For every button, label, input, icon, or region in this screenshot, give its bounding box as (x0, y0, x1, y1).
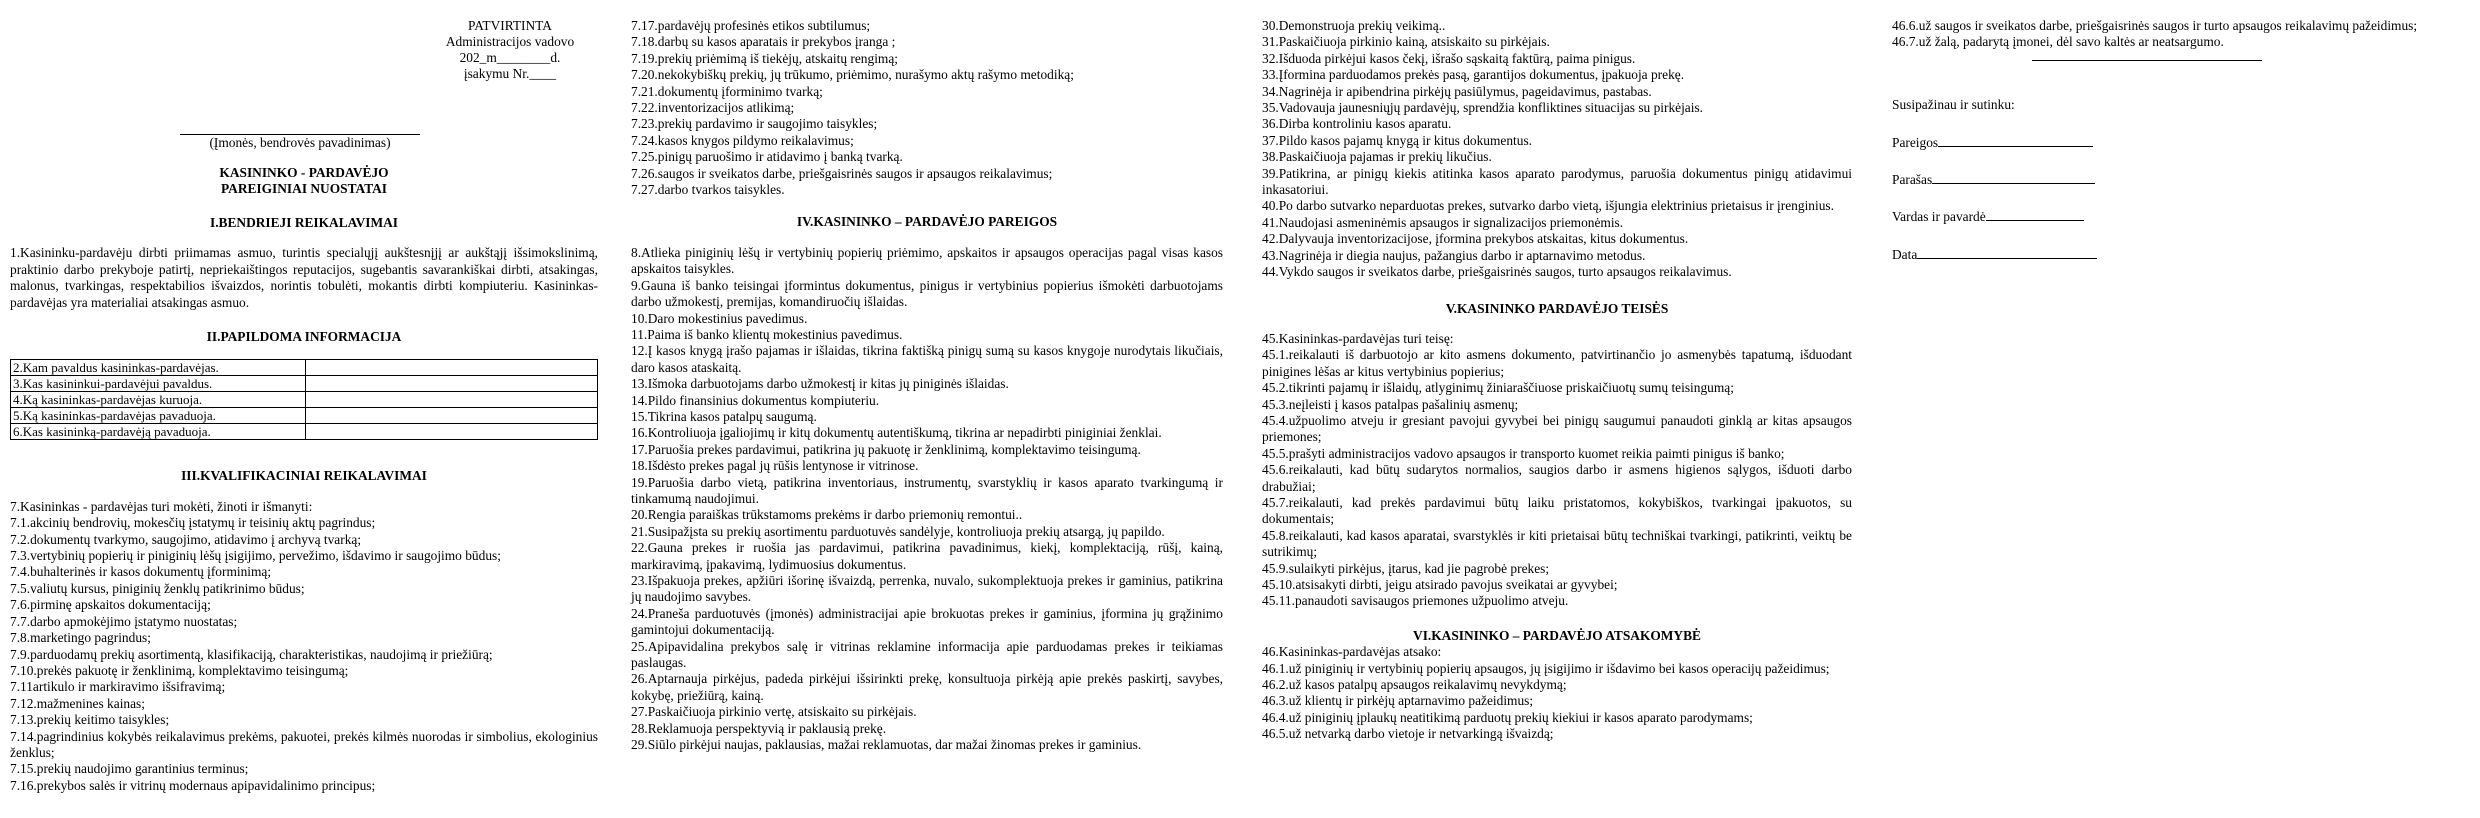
end-line (1892, 51, 2472, 67)
list-item: 26.Aptarnauja pirkėjus, padeda pirkėjui išsirinkti prekę, konsultuoja pirkėją apie prekės paskirtį, savybes, kokybę, priežiūrą, kainą. (631, 671, 1223, 703)
list-item: 45.2.tikrinti pajamų ir išlaidų, atlyginimų žiniaraščiuose priskaičiuotų sumų teisingumą; (1262, 380, 1734, 396)
end-rule (2032, 59, 2262, 61)
section-heading-duties: IV.KASININKO – PARDAVĖJO PAREIGOS (796, 214, 1058, 230)
list-item: 46.6.už saugos ir sveikatos darbe, priešgaisrinės saugos ir turto apsaugos reikalavimų pažeidimus; (1892, 18, 2418, 33)
list-item: 25.Apipavidalina prekybos salę ir vitrinas reklamine informacija apie parduodamas prekes ir teikiamas paslaugas. (631, 638, 1223, 671)
additional-info-table (10, 359, 598, 440)
approval-line: įsakymu Nr.____ (463, 66, 557, 81)
answer-cell[interactable] (306, 392, 598, 408)
list-item: 45.4.užpuolimo atveju ir gresiant pavojui gyvybei bei pinigų saugumui panaudoti ginklą ar kitas apsaugos priemones; (1262, 412, 1852, 445)
paragraph-1: 1.Kasininku-pardavėju dirbti priimamas asmuo, turintis specialųjį aukštesnįjį ar aukštąjį išsimokslinimą, praktinio darbo prekyboje patirtį, nepriekaištingos reputacijos, sugebantis savarankiškai dirbti, atsakingas, malonus, tvarkingas, respektabilios išvaizdos, norintis tobulėti, mokantis dirbti kompiuteriu. Kasininkas-pardavėjas yra materialiai atsakingas asmuo. (10, 245, 598, 310)
duties-list-continued (1262, 18, 1852, 281)
list-item: 16.Kontroliuoja įgaliojimų ir kitų dokumentų autentiškumą, tikrina ar nepadirbti piniginiai ženklai. (631, 425, 1162, 441)
list-item: 30.Demonstruoja prekių veikimą.. (1262, 18, 1446, 33)
list-item: 7.7.darbo apmokėjimo įstatymo nuostatas; (10, 613, 238, 629)
list-item: 41.Naudojasi asmeninėmis apsaugos ir signalizacijos priemonėmis. (1262, 214, 1624, 230)
rights-list (1262, 347, 1852, 610)
list-item: 42.Dalyvauja inventorizacijose, įformina prekybos atskaitas, kitus dokumentus. (1262, 231, 1689, 247)
list-item: 7.5.valiutų kursus, piniginių ženklų patikrinimo būdus; (10, 580, 305, 596)
list-item: 7.20.nekokybiškų prekių, jų trūkumo, priėmimo, nurašymo aktų rašymo metodiką; (631, 67, 1074, 83)
list-item: 11.Paima iš banko klientų mokestinius pavedimus. (631, 326, 903, 342)
signature-row-date (1892, 246, 2472, 263)
list-item: 24.Praneša parduotuvės (įmonės) administracijai apie brokuotas prekes ir gaminius, įformina jų grąžinimo gamintojui dokumentaciją. (631, 605, 1223, 638)
list-item: 15.Tikrina kasos patalpų saugumą. (631, 408, 817, 424)
list-item: 7.1.akcinių bendrovių, mokesčių įstatymų ir teisinių aktų pagrindus; (10, 515, 376, 531)
approval-block (420, 18, 600, 82)
list-item: 45.1.reikalauti iš darbuotojo ar kito asmens dokumento, patvirtinančio jo asmenybės tapatumą, išduodant pinigines lėšas ar kitus vertybinius popierius; (1262, 347, 1852, 379)
list-item: 46.2.už kasos patalpų apsaugos reikalavimų nevykdymą; (1262, 677, 1567, 693)
list-item: 32.Išduoda pirkėjui kasos čekį, išrašo sąskaitą faktūrą, paima pinigus. (1262, 50, 1636, 66)
list-item: 17.Paruošia prekes pardavimui, patikrina jų pakuotę ir ženklinimą, komplektavimo teisingumą. (631, 441, 1141, 457)
section-heading-general: I.BENDRIEJI REIKALAVIMAI (209, 215, 398, 230)
list-item: 45.9.sulaikyti pirkėjus, įtarus, kad jie pagrobė prekes; (1262, 560, 1550, 576)
table-row (11, 424, 598, 440)
list-item: 45.7.reikalauti, kad prekės pardavimui būtų laiku pristatomos, kokybiškos, tvarkingai įpakuotos, su dokumentais; (1262, 494, 1852, 527)
list-item: 40.Po darbo sutvarko neparduotas prekes, sutvarko darbo vietą, išjungia elektrinius prietaisus ir įrenginius. (1262, 198, 1834, 214)
table-cell: 6.Kas kasininką-pardavėją pavaduoja. (11, 424, 306, 440)
company-caption: (Įmonės, bendrovės pavadinimas) (209, 135, 391, 150)
list-item: 13.Išmoka darbuotojams darbo užmokestį ir kitas jų piniginės išlaidas. (631, 376, 1009, 392)
list-item: 39.Patikrina, ar pinigų kiekis atitinka kasos aparato parodymus, paruošia dokumentus pinigų atidavimui inkasatoriui. (1262, 165, 1852, 198)
signature-row-position (1892, 134, 2472, 151)
list-item: 7.4.buhalterinės ir kasos dokumentų įforminimą; (10, 564, 272, 580)
table-row (11, 408, 598, 424)
duties-list (631, 245, 1223, 754)
list-item: 45.6.reikalauti, kad būtų sudarytos normalios, saugios darbo ir asmens higienos sąlygos, išduoti darbo drabužiai; (1262, 462, 1852, 494)
list-item: 7.24.kasos knygos pildymo reikalavimus; (631, 132, 854, 148)
signature-label: Vardas ir pavardė (1892, 209, 1986, 225)
responsibility-list-continued (1892, 18, 2472, 51)
document-title (10, 165, 598, 197)
list-item: 29.Siūlo pirkėjui naujas, paklausias, mažai reklamuotas, dar mažai žinomas prekes ir gaminius. (631, 737, 1142, 753)
list-item: 7.23.prekių pardavimo ir saugojimo taisykles; (631, 116, 878, 132)
table-cell: 3.Kas kasininkui-pardavėjui pavaldus. (11, 376, 306, 392)
list-item: 23.Išpakuoja prekes, apžiūri išorinę išvaizdą, perrenka, nuvalo, sukomplektuoja prekes ir gaminius, patikrina jų naudojimo savybes. (631, 573, 1223, 605)
column-4 (1892, 18, 2472, 263)
list-item: 33.Įformina parduodamos prekės pasą, garantijos dokumentus, įpakuoja prekę. (1262, 67, 1685, 83)
list-item: 7.26.saugos ir sveikatos darbe, priešgaisrinės saugos ir apsaugos reikalavimus; (631, 165, 1053, 181)
list-item: 45.5.prašyti administracijos vadovo apsaugos ir transporto kuomet reikia paimti pinigus iš banko; (1262, 445, 1785, 461)
list-item: 27.Paskaičiuoja pirkinio vertę, atsiskaito su pirkėjais. (631, 704, 917, 720)
list-item: 7.27.darbo tvarkos taisykles. (631, 182, 785, 198)
list-item: 44.Vykdo saugos ir sveikatos darbe, priešgaisrinės saugos, turto apsaugos reikalavimus. (1262, 264, 1732, 280)
qualification-list-continued (631, 18, 1223, 198)
list-item: 46.1.už piniginių ir vertybinių popierių apsaugos, jų įsigijimo ir išdavimo bei kasos operacijų pažeidimus; (1262, 660, 1830, 676)
list-item: 20.Rengia paraiškas trūkstamoms prekėms ir darbo priemonių remontui.. (631, 507, 1023, 523)
list-item: 8.Atlieka piniginių lėšų ir vertybinių popierių priėmimo, apskaitos ir apsaugos operacijas pagal visas kasos apskaitos taisykles. (631, 244, 1223, 277)
list-item: 46.3.už klientų ir pirkėjų aptarnavimo pažeidimus; (1262, 693, 1534, 709)
answer-cell[interactable] (306, 424, 598, 440)
title-line: KASININKO - PARDAVĖJO (219, 165, 389, 180)
title-line: PAREIGINIAI NUOSTATAI (220, 181, 388, 196)
list-item: 35.Vadovauja jaunesniųjų pardavėjų, sprendžia konfliktines situacijas su pirkėjais. (1262, 100, 1704, 116)
list-item: 34.Nagrinėja ir apibendrina pirkėjų pasiūlymus, pageidavimus, pastabas. (1262, 83, 1652, 99)
list-item: 45.10.atsisakyti dirbti, jeigu atsirado pavojus sveikatai ar gyvybei; (1262, 577, 1618, 592)
list-item: 31.Paskaičiuoja pirkinio kainą, atsiskaito su pirkėjais. (1262, 34, 1550, 50)
list-item: 43.Nagrinėja ir diegia naujus, pažangius darbo ir aptarnavimo metodus. (1262, 247, 1646, 263)
answer-cell[interactable] (306, 376, 598, 392)
answer-cell[interactable] (306, 360, 598, 376)
column-2 (631, 18, 1223, 753)
qualification-list (10, 515, 598, 794)
signature-field-signature[interactable] (1932, 171, 2095, 184)
list-item: 38.Paskaičiuoja pajamas ir prekių likučius. (1262, 149, 1492, 165)
list-item: 12.Į kasos knygą įrašo pajamas ir išlaidas, tikrina faktišką pinigų sumą su kasos knygoje nurodytais likučiais, daro kasos ataskaitą. (631, 343, 1223, 375)
answer-cell[interactable] (306, 408, 598, 424)
list-item: 9.Gauna iš banko teisingai įformintus dokumentus, pinigus ir vertybinius popierius išmokėti darbuotojams darbo užmokestį, premijas, komandiruočių išlaidas. (631, 277, 1223, 310)
column-1 (10, 18, 598, 794)
list-item: 7.8.marketingo pagrindus; (10, 630, 151, 646)
signature-field-name[interactable] (1986, 208, 2084, 221)
table-row (11, 360, 598, 376)
list-item: 28.Reklamuoja perspektyvią ir paklausią prekę. (631, 720, 887, 736)
list-item: 45.11.panaudoti savisaugos priemones užpuolimo atveju. (1262, 593, 1569, 609)
signature-row-signature (1892, 171, 2472, 188)
table-row (11, 392, 598, 408)
list-item: 10.Daro mokestinius pavedimus. (631, 310, 808, 326)
signature-label: Pareigos (1892, 134, 1939, 150)
approval-line: PATVIRTINTA (468, 18, 552, 33)
acknowledgement: Susipažinau ir sutinku: (1892, 97, 2015, 113)
list-item: 7.12.mažmenines kainas; (10, 695, 145, 711)
list-item: 36.Dirba kontroliniu kasos aparatu. (1262, 116, 1452, 132)
table-cell: 5.Ką kasininkas-pardavėjas pavaduoja. (11, 408, 306, 424)
list-item: 19.Paruošia darbo vietą, patikrina inventoriaus, instrumentų, svarstyklių ir kasos aparato tvarkingumą ir tinkamumą naudojimui. (631, 474, 1223, 506)
list-item: 7.9.parduodamų prekių asortimentą, klasifikaciją, charakteristikas, naudojimą ir priežiūrą; (10, 646, 493, 662)
responsibility-intro: 46.Kasininkas-pardavėjas atsako: (1262, 644, 1442, 660)
list-item: 22.Gauna prekes ir ruošia jas pardavimui, patikrina pavadinimus, kiekį, komplektaciją, rūšį, kainą, markiravimą, įpakavimą, lydimuosius dokumentus. (631, 540, 1223, 572)
table-cell: 2.Kam pavaldus kasininkas-pardavėjas. (11, 360, 306, 376)
list-item: 7.21.dokumentų įforminimo tvarką; (631, 83, 823, 99)
list-item: 46.7.už žalą, padarytą įmonei, dėl savo kaltės ar neatsargumo. (1892, 34, 2224, 50)
approval-line: Administracijos vadovo (445, 34, 575, 49)
list-item: 7.25.pinigų paruošimo ir atidavimo į banką tvarką. (631, 149, 903, 165)
section-heading-rights: V.KASININKO PARDAVĖJO TEISĖS (1445, 300, 1669, 316)
column-3 (1262, 18, 1852, 743)
list-item: 21.Susipažįsta su prekių asortimentu parduotuvės sandėlyje, kontroliuoja prekių atsargą, jų papildo. (631, 523, 1165, 539)
list-item: 7.13.prekių keitimo taisykles; (10, 712, 170, 728)
list-item: 7.11artikulo ir markiravimo išsifravimą; (10, 679, 226, 695)
signature-field-date[interactable] (1917, 246, 2097, 259)
approval-line: 202_m________d. (459, 50, 561, 65)
list-item: 7.18.darbų su kasos aparatais ir prekybos įranga ; (631, 34, 896, 50)
list-item: 18.Išdėsto prekes pagal jų rūšis lentynose ir vitrinose. (631, 458, 919, 474)
rights-intro: 45.Kasininkas-pardavėjas turi teisę: (1262, 330, 1454, 346)
table-cell: 4.Ką kasininkas-pardavėjas kuruoja. (11, 392, 306, 408)
signature-label: Data (1892, 246, 1918, 262)
list-item: 46.4.už piniginių įplaukų neatitikimą parduotų prekių kiekiui ir kasos aparato parodymams; (1262, 709, 1753, 725)
list-item: 37.Pildo kasos pajamų knygą ir kitus dokumentus. (1262, 132, 1533, 148)
list-item: 45.8.reikalauti, kad kasos aparatai, svarstyklės ir kiti prietaisai būtų techniškai tvarkingi, patikrinti, veiktų be sutrikimų; (1262, 527, 1852, 560)
list-item: 7.10.prekės pakuotę ir ženklinimą, komplektavimo teisingumą; (10, 662, 349, 678)
list-item: 45.3.neįleisti į kasos patalpas pašalinių asmenų; (1262, 396, 1519, 412)
list-item: 7.2.dokumentų tvarkymo, saugojimo, atidavimo į archyvą tvarką; (10, 531, 362, 547)
list-item: 7.3.vertybinių popierių ir piniginių lėšų įsigijimo, pervežimo, išdavimo ir saugojimo būdus; (10, 548, 501, 564)
section-heading-responsibility: VI.KASININKO – PARDAVĖJO ATSAKOMYBĖ (1413, 627, 1701, 643)
list-item: 7.14.pagrindinius kokybės reikalavimus prekėms, pakuotei, prekės kilmės nuorodas ir simbolius, ekologinius ženklus; (10, 728, 598, 760)
list-item: 7.17.pardavėjų profesinės etikos subtilumus; (631, 18, 871, 33)
section-heading-additional: II.PAPILDOMA INFORMACIJA (206, 329, 402, 345)
signature-field-position[interactable] (1938, 134, 2093, 147)
list-item: 7.15.prekių naudojimo garantinius terminus; (10, 761, 249, 777)
list-item: 14.Pildo finansinius dokumentus kompiuteriu. (631, 392, 880, 408)
responsibility-list (1262, 661, 1852, 743)
qualification-intro: 7.Kasininkas - pardavėjas turi mokėti, žinoti ir išmanyti: (10, 498, 313, 514)
signature-row-name (1892, 208, 2472, 225)
signature-label: Parašas (1892, 172, 1933, 188)
list-item: 7.19.prekių priėmimą iš tiekėjų, atskaitų rengimą; (631, 50, 899, 66)
list-item: 7.6.pirminę apskaitos dokumentaciją; (10, 597, 211, 613)
section-heading-qualification: III.KVALIFIKACINIAI REIKALAVIMAI (181, 468, 427, 484)
list-item: 7.16.prekybos salės ir vitrinų modernaus apipavidalinimo principus; (10, 777, 376, 793)
list-item: 46.5.už netvarką darbo vietoje ir netvarkingą išvaizdą; (1262, 726, 1554, 742)
list-item: 7.22.inventorizacijos atlikimą; (631, 100, 795, 116)
table-row (11, 376, 598, 392)
